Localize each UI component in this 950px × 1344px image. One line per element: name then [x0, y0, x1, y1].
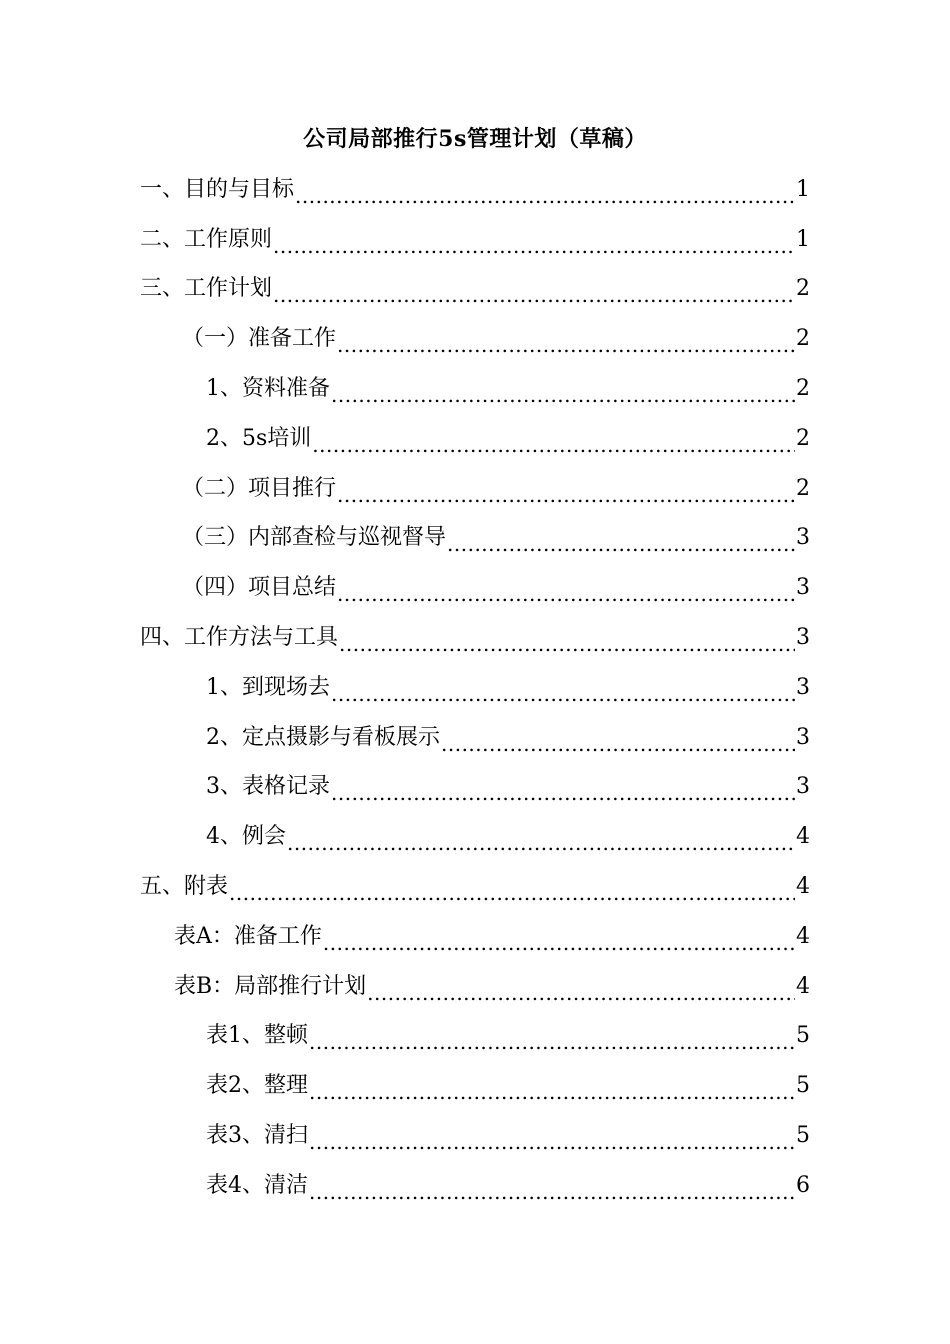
toc-page-number: 2: [796, 376, 810, 402]
toc-entry-label: （三）内部查检与巡视督导: [182, 525, 447, 551]
toc-dot-leader: [447, 537, 795, 563]
toc-page-number: 3: [796, 625, 810, 651]
toc-dot-leader: [337, 587, 795, 613]
toc-page-number: 1: [796, 226, 810, 252]
toc-dot-leader: [323, 936, 795, 962]
toc-entry[interactable]: [140, 862, 810, 912]
toc-entry-label: 四、工作方法与工具: [140, 625, 339, 651]
document-title: 公司局部推行5s管理计划（草稿）: [303, 126, 647, 152]
toc-entry-label: 1、资料准备: [206, 376, 330, 402]
toc-dot-leader: [337, 488, 795, 514]
toc-dot-leader: [339, 637, 795, 663]
toc-page-number: 3: [796, 525, 810, 551]
toc-entry-label: 一、目的与目标: [140, 176, 295, 202]
toc-entry-label: 1、到现场去: [206, 674, 330, 700]
toc-page-number: 4: [796, 973, 810, 999]
toc-dot-leader: [309, 1185, 795, 1211]
toc-page-number: 2: [796, 326, 810, 352]
toc-dot-leader: [312, 438, 795, 464]
toc-dot-leader: [331, 786, 795, 812]
toc-entry-label: 表B：局部推行计划: [174, 973, 367, 999]
toc-entry-label: 表A：准备工作: [174, 923, 322, 949]
toc-page-number: 2: [796, 475, 810, 501]
toc-entry[interactable]: [140, 912, 810, 962]
toc-dot-leader: [331, 687, 795, 713]
toc-dot-leader: [273, 239, 795, 265]
toc-entry-label: 五、附表: [140, 874, 229, 900]
toc-page-number: 2: [796, 425, 810, 451]
toc-page-number: 4: [796, 874, 810, 900]
toc-entry[interactable]: [140, 165, 810, 215]
toc-entry-label: 4、例会: [206, 824, 286, 850]
toc-entry[interactable]: [140, 215, 810, 265]
toc-page-number: 2: [796, 276, 810, 302]
toc-entry-label: 3、表格记录: [206, 774, 330, 800]
toc-page-number: 3: [796, 674, 810, 700]
toc-entry[interactable]: [140, 1061, 810, 1111]
toc-dot-leader: [309, 1135, 795, 1161]
toc-entry[interactable]: [140, 713, 810, 763]
toc-entry-label: 2、定点摄影与看板展示: [206, 724, 440, 750]
toc-entry[interactable]: [140, 613, 810, 663]
toc-entry[interactable]: [140, 364, 810, 414]
toc-dot-leader: [367, 986, 795, 1012]
toc-entry[interactable]: [140, 563, 810, 613]
toc-dot-leader: [287, 836, 795, 862]
toc-entry-label: 表1、整顿: [206, 1023, 308, 1049]
toc-page-number: 3: [796, 724, 810, 750]
toc-entry-label: 表2、整理: [206, 1073, 308, 1099]
toc-entry-label: 三、工作计划: [140, 276, 273, 302]
toc-entry[interactable]: [140, 962, 810, 1012]
toc-page-number: 4: [796, 923, 810, 949]
toc-entry[interactable]: [140, 265, 810, 315]
toc-entry[interactable]: [140, 1111, 810, 1161]
toc-entry-label: 表3、清扫: [206, 1123, 308, 1149]
toc-entry[interactable]: [140, 812, 810, 862]
toc-entry[interactable]: [140, 314, 810, 364]
toc-page-number: 5: [796, 1123, 810, 1149]
toc-dot-leader: [309, 1085, 795, 1111]
toc-entry[interactable]: [140, 1012, 810, 1062]
toc-entry-label: 2、5s培训: [206, 425, 312, 451]
toc-entry[interactable]: [140, 414, 810, 464]
toc-entry-label: （二）项目推行: [182, 475, 337, 501]
toc-entry-label: 二、工作原则: [140, 226, 273, 252]
toc-entry[interactable]: [140, 763, 810, 813]
table-of-contents: [140, 165, 810, 1211]
toc-dot-leader: [295, 189, 795, 215]
toc-page-number: 5: [796, 1023, 810, 1049]
toc-entry-label: 表4、清洁: [206, 1172, 308, 1198]
toc-entry-label: （一）准备工作: [182, 326, 337, 352]
toc-dot-leader: [229, 886, 795, 912]
toc-page-number: 5: [796, 1073, 810, 1099]
toc-page-number: 3: [796, 774, 810, 800]
toc-dot-leader: [337, 338, 795, 364]
toc-dot-leader: [273, 288, 795, 314]
toc-entry-label: （四）项目总结: [182, 575, 337, 601]
toc-dot-leader: [331, 388, 795, 414]
toc-dot-leader: [441, 737, 795, 763]
toc-entry[interactable]: [140, 1161, 810, 1211]
toc-entry[interactable]: [140, 663, 810, 713]
toc-page-number: 4: [796, 824, 810, 850]
toc-page-number: 6: [796, 1172, 810, 1198]
toc-dot-leader: [309, 1035, 795, 1061]
toc-page-number: 3: [796, 575, 810, 601]
toc-entry[interactable]: [140, 464, 810, 514]
toc-page-number: 1: [796, 176, 810, 202]
toc-entry[interactable]: [140, 514, 810, 564]
